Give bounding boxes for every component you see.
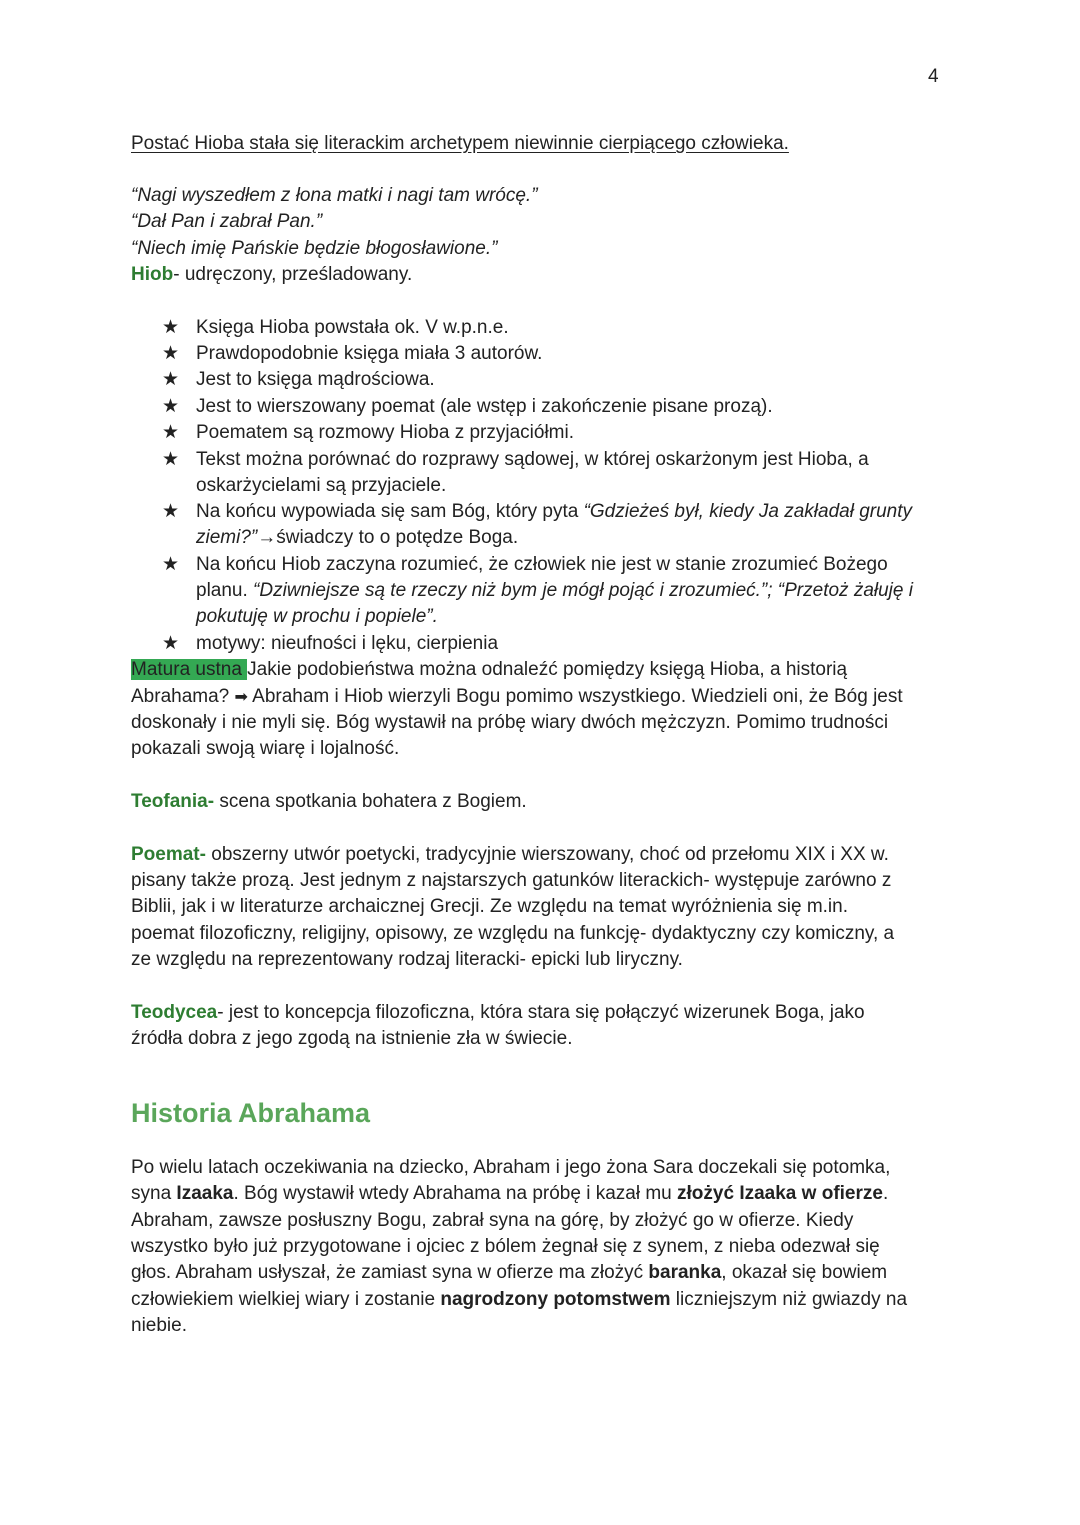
bullet-7-quote: “Gdzieżeś był, kiedy Ja zakładał grunty (583, 501, 913, 522)
teodycea-text: - jest to koncepcja filozoficzna, która stara się połączyć wizerunek Boga, jako (217, 1002, 865, 1023)
bullet-1: Księga Hioba powstała ok. V w.p.n.e. (196, 317, 509, 338)
matura-line-2 (131, 684, 903, 711)
star-icon: ★ (162, 449, 180, 470)
star-icon: ★ (162, 317, 180, 338)
teofania-definition (131, 789, 527, 815)
abraham-bold: nagrodzony potomstwem (440, 1289, 671, 1310)
bullet-8-quote: “Dziwniejsze są te rzeczy niż bym je mógł pojąć i zrozumieć.”; “Przetoż żałuję i (253, 580, 913, 601)
arrow-right-icon: ➡ (234, 689, 248, 706)
matura-text: Abrahama? (131, 686, 235, 707)
poemat-line-3: Biblii, jak i w literaturze archaicznej Grecji. Ze względu na temat wyróżnienia się m.in. (131, 896, 848, 917)
matura-text: Abraham i Hiob wierzyli Bogu pomimo wszystkiego. Wiedzieli oni, że Bóg jest (247, 686, 903, 707)
abraham-line-1: Po wielu latach oczekiwania na dziecko, Abraham i jego żona Sara doczekali się potomka, (131, 1157, 891, 1178)
abraham-bold: baranka (648, 1262, 722, 1283)
abraham-text: . Bóg wystawił wtedy Abrahama na próbę i kazał mu (233, 1183, 678, 1204)
poemat-text: obszerny utwór poetycki, tradycyjnie wierszowany, choć od przełomu XIX i XX w. (205, 844, 889, 865)
bullet-3: Jest to księga mądrościowa. (196, 369, 435, 390)
abraham-text: liczniejszym niż gwiazdy na (670, 1289, 908, 1310)
poemat-term: Poemat- (131, 844, 206, 865)
bullet-6-line-2: oskarżycielami są przyjaciele. (196, 475, 447, 496)
teofania-term: Teofania- (131, 791, 215, 812)
abraham-bold: Izaaka (176, 1183, 234, 1204)
star-icon: ★ (162, 369, 180, 390)
teodycea-line-2: źródła dobra z jego zgodą na istnienie zła w świecie. (131, 1028, 573, 1049)
quote-2: “Dał Pan i zabrał Pan.” (131, 211, 323, 232)
bullet-2: Prawdopodobnie księga miała 3 autorów. (196, 343, 543, 364)
star-icon: ★ (162, 554, 180, 575)
abraham-bold: złożyć Izaaka w ofierze (677, 1183, 883, 1204)
bullet-5: Poematem są rozmowy Hioba z przyjaciółmi. (196, 422, 575, 443)
quote-1: “Nagi wyszedłem z łona matki i nagi tam wrócę.” (131, 185, 538, 206)
abraham-line-2 (131, 1181, 888, 1207)
bullet-7-line-1 (196, 499, 912, 525)
star-icon: ★ (162, 396, 180, 417)
abraham-text: , okazał się bowiem (721, 1262, 888, 1283)
teodycea-line-1 (131, 1000, 865, 1026)
bullet-8-line-3: pokutuję w prochu i popiele”. (196, 606, 438, 627)
star-icon: ★ (162, 343, 180, 364)
teodycea-term: Teodycea (131, 1002, 218, 1023)
abraham-text: głos. Abraham usłyszał, że zamiast syna w ofierze ma złożyć (131, 1262, 649, 1283)
bullet-8-text: planu. (196, 580, 254, 601)
abraham-line-4: wszystko było już przygotowane i ojciec z bólem żegnał się z synem, z nieba odezwał się (131, 1236, 880, 1257)
poemat-line-2: pisany także prozą. Jest jednym z najstarszych gatunków literackich- występuje zarówno z (131, 870, 892, 891)
hiob-definition (131, 262, 412, 288)
abraham-text: człowiekiem wielkiej wiary i zostanie (131, 1289, 441, 1310)
quote-3: “Niech imię Pańskie będzie błogosławione.” (131, 238, 498, 259)
section-heading: Historia Abrahama (131, 1098, 371, 1128)
poemat-line-5: ze względu na reprezentowany rodzaj literacki- epicki lub liryczny. (131, 949, 683, 970)
matura-line-4: pokazali swoją wiarę i lojalność. (131, 738, 400, 759)
matura-text: Jakie podobieństwa można odnaleźć pomiędzy księgą Hioba, a historią (247, 659, 848, 680)
bullet-6-line-1: Tekst można porównać do rozprawy sądowej, w której oskarżonym jest Hioba, a (196, 449, 869, 470)
bullet-7-text-end: →świadczy to o potędze Boga. (257, 527, 519, 548)
star-icon: ★ (162, 422, 180, 443)
bullet-9: motywy: nieufności i lęku, cierpienia (196, 633, 499, 654)
abraham-text: syna (131, 1183, 177, 1204)
star-icon: ★ (162, 501, 180, 522)
hiob-term: Hiob (131, 264, 174, 285)
bullet-7-text: Na końcu wypowiada się sam Bóg, który pyta (196, 501, 584, 522)
poemat-line-4: poemat filozoficzny, religijny, opisowy, ze względu na funkcję- dydaktyczny czy komiczny, a (131, 923, 895, 944)
bullet-4: Jest to wierszowany poemat (ale wstęp i zakończenie pisane prozą). (196, 396, 773, 417)
star-icon: ★ (162, 633, 180, 654)
hiob-text: - udręczony, prześladowany. (173, 264, 413, 285)
abraham-text: . (882, 1183, 889, 1204)
bullet-8-line-2 (196, 578, 913, 604)
abraham-line-7: niebie. (131, 1315, 187, 1336)
abraham-line-3: Abraham, zawsze posłuszny Bogu, zabrał syna na górę, by złożyć go w ofierze. Kiedy (131, 1210, 854, 1231)
page-number: 4 (928, 66, 939, 87)
poemat-line-1 (131, 842, 889, 868)
bullet-7-line-2 (196, 525, 518, 551)
abraham-line-6 (131, 1287, 907, 1313)
abraham-line-5 (131, 1260, 887, 1286)
teofania-text: scena spotkania bohatera z Bogiem. (214, 791, 527, 812)
bullet-7-quote-end: ziemi?” (196, 527, 258, 548)
intro-line: Postać Hioba stała się literackim archetypem niewinnie cierpiącego człowieka. (131, 133, 789, 154)
matura-line-3: doskonały i nie myli się. Bóg wystawił na próbę wiary dwóch mężczyzn. Pomimo trudności (131, 712, 889, 733)
matura-line-1 (131, 657, 847, 683)
matura-label: Matura ustna (131, 659, 248, 680)
bullet-8-line-1: Na końcu Hiob zaczyna rozumieć, że człowiek nie jest w stanie zrozumieć Bożego (196, 554, 888, 575)
